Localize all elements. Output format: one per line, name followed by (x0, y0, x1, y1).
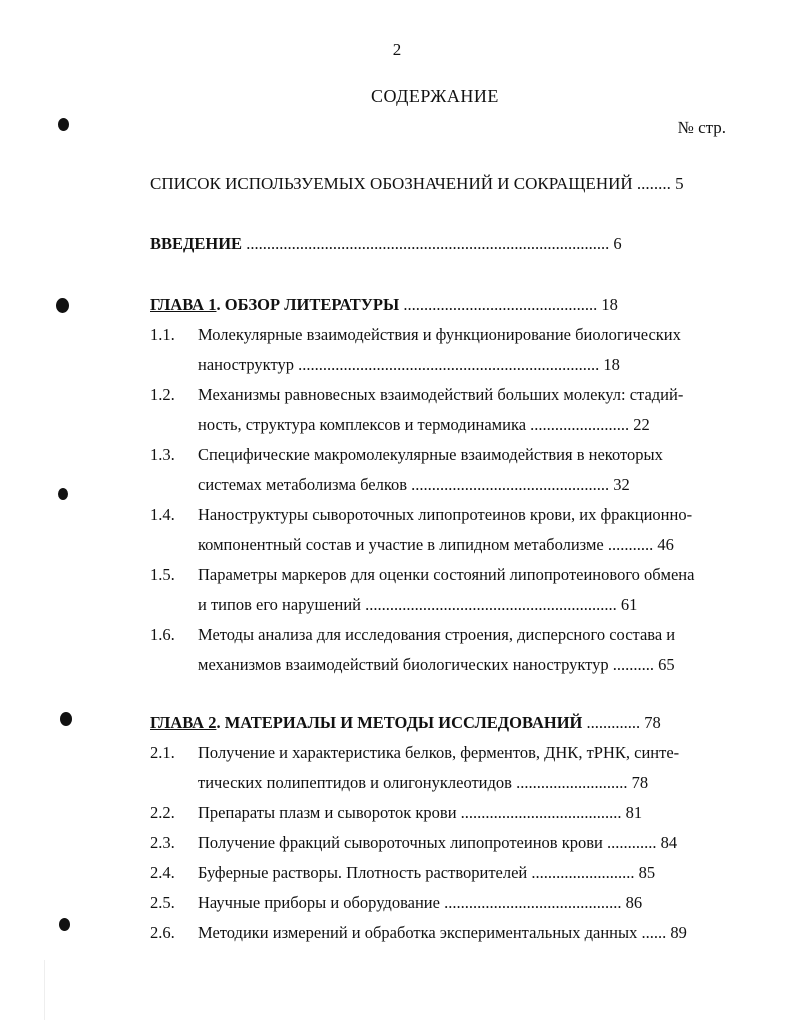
toc-section-number: 2.6. (150, 923, 175, 942)
toc-section-2-1[interactable]: Получение и характеристика белков, ферментов, ДНК, тРНК, синте- (198, 743, 680, 762)
toc-section-2-5[interactable]: Научные приборы и оборудование ........................................... 86 (198, 893, 643, 912)
toc-section-1-6[interactable]: Методы анализа для исследования строения, дисперсного состава и (198, 625, 676, 644)
toc-section-1-1-cont[interactable]: наноструктур ......................................................................... 18 (198, 355, 620, 374)
toc-section-number: 1.1. (150, 325, 175, 344)
toc-chapter-1-leader: ............................................... 18 (399, 295, 618, 314)
toc-section-2-1-cont[interactable]: тических полипептидов и олигонуклеотидов ........................... 78 (198, 773, 649, 792)
toc-section-number: 1.2. (150, 385, 175, 404)
toc-chapter-1-title: . ОБЗОР ЛИТЕРАТУРЫ (216, 295, 400, 314)
toc-section-1-2[interactable]: Механизмы равновесных взаимодействий больших молекул: стадий- (198, 385, 684, 404)
toc-section-2-6[interactable]: Методики измерений и обработка экспериментальных данных ...... 89 (198, 923, 687, 942)
binding-hole-mark (56, 298, 69, 313)
page-title: СОДЕРЖАНИЕ (371, 86, 499, 106)
toc-section-1-4-cont[interactable]: компонентный состав и участие в липидном метаболизме ........... 46 (198, 535, 674, 554)
toc-section-number: 2.3. (150, 833, 175, 852)
toc-section-number: 1.5. (150, 565, 175, 584)
page-column-header: № стр. (677, 118, 726, 137)
toc-section-2-3[interactable]: Получение фракций сывороточных липопротеинов крови ............ 84 (198, 833, 678, 852)
toc-introduction[interactable] (150, 234, 622, 254)
toc-abbreviations[interactable]: СПИСОК ИСПОЛЬЗУЕМЫХ ОБОЗНАЧЕНИЙ И СОКРАЩЕНИЙ ........ 5 (150, 174, 684, 193)
toc-section-1-3[interactable]: Специфические макромолекулярные взаимодействия в некоторых (198, 445, 663, 464)
binding-hole-mark (59, 918, 70, 931)
toc-section-number: 1.3. (150, 445, 175, 464)
toc-section-1-1[interactable]: Молекулярные взаимодействия и функционирование биологических (198, 325, 681, 344)
binding-hole-mark (60, 712, 72, 726)
toc-chapter-1-label: ГЛАВА 1 (150, 295, 217, 314)
binding-hole-mark (58, 118, 69, 131)
page-number: 2 (392, 40, 402, 59)
toc-section-number: 2.4. (150, 863, 175, 882)
toc-chapter-1[interactable] (150, 295, 618, 315)
toc-chapter-2-label: ГЛАВА 2 (150, 713, 217, 732)
toc-section-number: 1.6. (150, 625, 175, 644)
toc-section-number: 2.2. (150, 803, 175, 822)
toc-introduction-leader: ........................................................................................ 6 (242, 234, 622, 253)
toc-section-1-5[interactable]: Параметры маркеров для оценки состояний липопротеинового обмена (198, 565, 695, 584)
toc-introduction-label: ВВЕДЕНИЕ (150, 234, 243, 253)
toc-section-1-2-cont[interactable]: ность, структура комплексов и термодинамика ........................ 22 (198, 415, 650, 434)
toc-section-number: 1.4. (150, 505, 175, 524)
toc-section-number: 2.5. (150, 893, 175, 912)
toc-section-1-4[interactable]: Наноструктуры сывороточных липопротеинов крови, их фракционно- (198, 505, 693, 524)
toc-section-2-4[interactable]: Буферные растворы. Плотность растворителей ......................... 85 (198, 863, 656, 882)
toc-chapter-2-leader: ............. 78 (582, 713, 661, 732)
toc-section-number: 2.1. (150, 743, 175, 762)
binding-hole-mark (58, 488, 68, 500)
toc-section-2-2[interactable]: Препараты плазм и сывороток крови ....................................... 81 (198, 803, 643, 822)
scan-artifact-line (44, 960, 45, 1020)
toc-section-1-6-cont[interactable]: механизмов взаимодействий биологических наноструктур .......... 65 (198, 655, 675, 674)
toc-chapter-2[interactable] (150, 713, 661, 733)
toc-section-1-5-cont[interactable]: и типов его нарушений ............................................................. 61 (198, 595, 638, 614)
toc-chapter-2-title: . МАТЕРИАЛЫ И МЕТОДЫ ИССЛЕДОВАНИЙ (216, 713, 583, 732)
toc-section-1-3-cont[interactable]: системах метаболизма белков ................................................ 32 (198, 475, 630, 494)
